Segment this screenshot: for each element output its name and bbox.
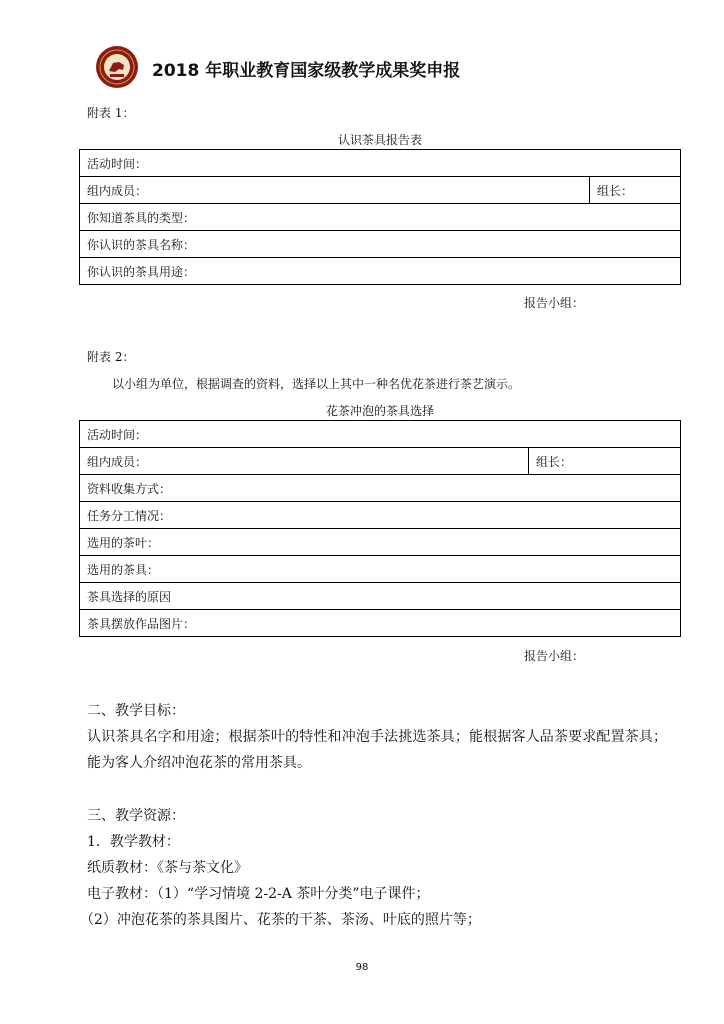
section3-sub1: 1．教学教材： — [87, 834, 180, 850]
school-logo — [95, 45, 139, 89]
section3-heading: 三、教学资源： — [87, 808, 185, 824]
row-tea-set-types: 你知道茶具的类型： — [80, 204, 681, 231]
row-info-collection: 资料收集方式： — [80, 475, 681, 502]
table-row — [80, 177, 681, 204]
table-row — [80, 231, 681, 258]
section3-electronic: 电子教材：（1）“学习情境 2-2-A 茶叶分类”电子课件； — [87, 886, 430, 902]
table-row — [80, 529, 681, 556]
row-task-division: 任务分工情况： — [80, 502, 681, 529]
row-selection-reason: 茶具选择的原因 — [80, 583, 681, 610]
table-row — [80, 448, 681, 475]
appendix1-label: 附表 1： — [87, 106, 135, 120]
row-activity-time: 活动时间： — [80, 150, 681, 177]
section3-item2: （2）冲泡花茶的茶具图片、花茶的干茶、茶汤、叶底的照片等； — [80, 912, 481, 928]
header-title: 2018 年职业教育国家级教学成果奖申报 — [152, 61, 461, 81]
row-selected-teaware: 选用的茶具： — [80, 556, 681, 583]
table-row — [80, 150, 681, 177]
appendix2-report-group: 报告小组： — [524, 649, 585, 663]
appendix1-report-group: 报告小组： — [524, 296, 585, 310]
row-selected-tea: 选用的茶叶： — [80, 529, 681, 556]
row-tea-set-names: 你认识的茶具名称： — [80, 231, 681, 258]
row-members: 组内成员： — [80, 448, 529, 475]
row-arrangement-photo: 茶具摆放作品图片： — [80, 610, 681, 637]
section2-line2: 能为客人介绍冲泡花茶的常用茶具。 — [87, 755, 311, 771]
appendix1-table — [79, 149, 681, 285]
table-row — [80, 502, 681, 529]
row-activity-time: 活动时间： — [80, 421, 681, 448]
section2-line1: 认识茶具名字和用途；根据茶叶的特性和冲泡手法挑选茶具；能根据客人品茶要求配置茶具； — [87, 729, 668, 745]
row-leader: 组长： — [590, 177, 681, 204]
table-row — [80, 583, 681, 610]
row-leader: 组长： — [529, 448, 681, 475]
table-row — [80, 556, 681, 583]
table-row — [80, 421, 681, 448]
appendix1-table-title: 认识茶具报告表 — [337, 133, 422, 147]
table-row — [80, 610, 681, 637]
appendix2-table — [79, 420, 681, 637]
page-number: 98 — [355, 962, 369, 973]
row-members: 组内成员： — [80, 177, 590, 204]
table-row — [80, 204, 681, 231]
appendix2-label: 附表 2： — [87, 350, 135, 364]
section3-paper: 纸质教材：《茶与茶文化》 — [87, 860, 248, 876]
section2-heading: 二、教学目标： — [87, 703, 185, 719]
row-tea-set-uses: 你认识的茶具用途： — [80, 258, 681, 285]
appendix2-intro: 以小组为单位，根据调查的资料，选择以上其中一种名优花茶进行茶艺演示。 — [112, 377, 521, 391]
table-row — [80, 258, 681, 285]
table-row — [80, 475, 681, 502]
appendix2-table-title: 花茶冲泡的茶具选择 — [325, 404, 434, 418]
